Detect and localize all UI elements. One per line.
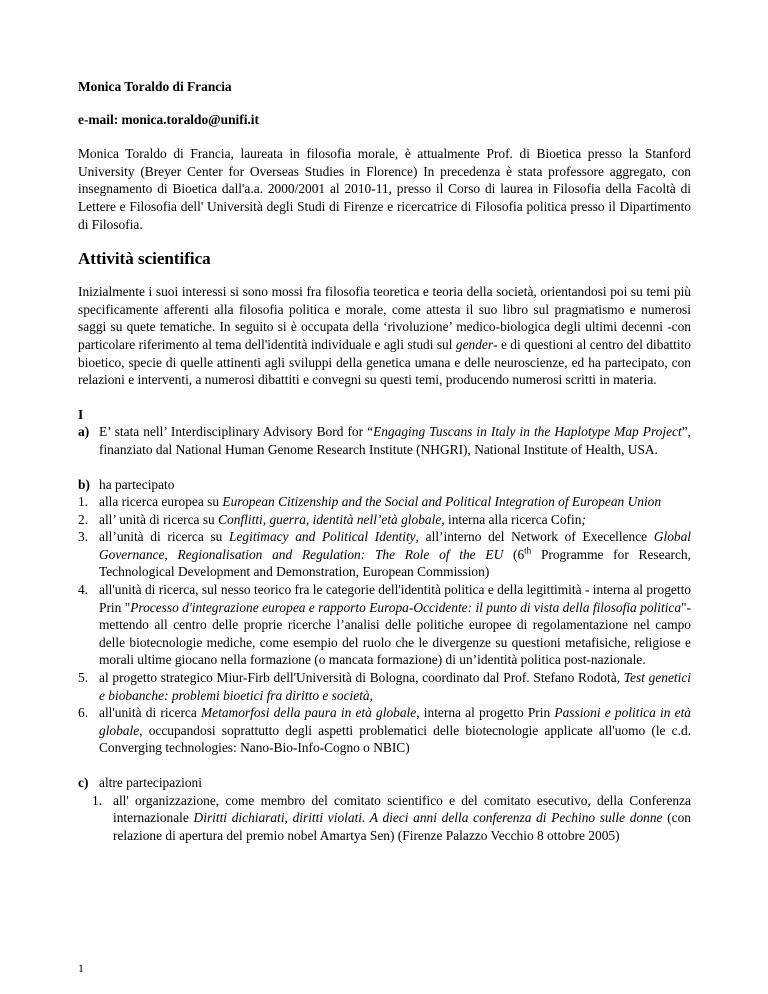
list-item: 6. all'unità di ricerca Metamorfosi della paura in età globale, interna al progetto Prin Passioni e politica in età globale, occupandosi soprattutto degli aspetti problematici delle biotecnologie applicate all'uomo (le c.d. Converging technologies: Nano-Bio-Info-Cogno o NBIC)	[78, 705, 691, 756]
list-item: 2. all’ unità di ricerca su Conflitti, guerra, identità nell’età globale, interna alla ricerca Cofin;	[78, 511, 586, 527]
email-line: e-mail: monica.toraldo@unifi.it	[78, 111, 259, 127]
page-number: 1	[78, 961, 84, 975]
list-item: 1. alla ricerca europea su European Citizenship and the Social and Political Integration of European Union	[78, 494, 662, 510]
document-page	[78, 78, 691, 844]
item-c: c) altre partecipazioni	[78, 775, 202, 790]
intro-paragraph: Inizialmente i suoi interessi si sono mossi fra filosofia teoretica e teoria della società, orientandosi poi su temi più specificamente afferenti alla filosofia politica e morale, come attesta il suo libro sul pragmatismo e numerosi saggi su quete tematiche. In seguito si è occupata della ‘rivoluzione’ medico-biologica degli ultimi decenni -con particolare riferimento al tema dell'identità individuale e agli studi sul gender- e di questioni al centro del dibattito bioetico, specie di quelle attinenti agli sviluppi della genetica umana e delle neuroscienze, ed ha partecipato, con relazioni e interventi, a numerosi dibattiti e convegni su questi temi, producendo numerosi scritti in materia.	[78, 284, 691, 388]
list-item: 1. all' organizzazione, come membro del comitato scientifico e del comitato esecutivo, della Conferenza internazionale Diritti dichiarati, diritti violati. A dieci anni della conferenza di Pechino sulle donne (con relazione di apertura del premio nobel Amartya Sen) (Firenze Palazzo Vecchio 8 ottobre 2005)	[92, 792, 691, 843]
list-item: 3. all’unità di ricerca su Legitimacy and Political Identity, all’interno del Network of Execellence Global Governance, Regionalisation and Regulation: The Role of the EU (6th Programme for Research, Technological Development and Demonstration, European Commission)	[78, 529, 692, 580]
item-a: a) E’ stata nell’ Interdisciplinary Advisory Bord for “Engaging Tuscans in Italy in the Haplotype Map Project”, finanziato dal National Human Genome Research Institute (NHGRI), National Institute of Health, USA.	[78, 424, 691, 457]
author-name: Monica Toraldo di Francia	[78, 79, 232, 94]
item-b: b) ha partecipato	[78, 476, 175, 492]
section-title: Attività scientifica	[78, 249, 211, 269]
list-item: 4. all'unità di ricerca, sul nesso teorico fra le categorie dell'identità politica e della legittimità - interna al progetto Prin "Processo d'integrazione europea e rapporto Europa-Occidente: il punto di vista della filosofia politica"- mettendo all centro delle proprie ricerche l’analisi delle politiche europee di regolamentazione nel campo delle biotecnologie mediche, come esempio del ruolo che le divergenze su questioni metafisiche, religiose e morali ultime giocano nella formazione (o mancata formazione) di un’identità politica post-nazionale.	[78, 582, 691, 668]
list-item: 5. al progetto strategico Miur-Firb dell'Università di Bologna, coordinato dal Prof. Stefano Rodotà, Test genetici e biobanche: problemi bioetici fra diritto e società,	[78, 670, 692, 703]
roman-heading: I	[78, 406, 84, 422]
bio-paragraph: Monica Toraldo di Francia, laureata in filosofia morale, è attualmente Prof. di Bioetica presso la Stanford University (Breyer Center for Overseas Studies in Florence) In precedenza è stata professore aggregato, con insegnamento di Bioetica dall'a.a. 2000/2001 al 2010-11, presso il Corso di laurea in Filosofia della Facoltà di Lettere e Filosofia dell' Università degli Studi di Firenze e ricercatrice di Filosofia politica presso il Dipartimento di Filosofia.	[78, 146, 691, 232]
